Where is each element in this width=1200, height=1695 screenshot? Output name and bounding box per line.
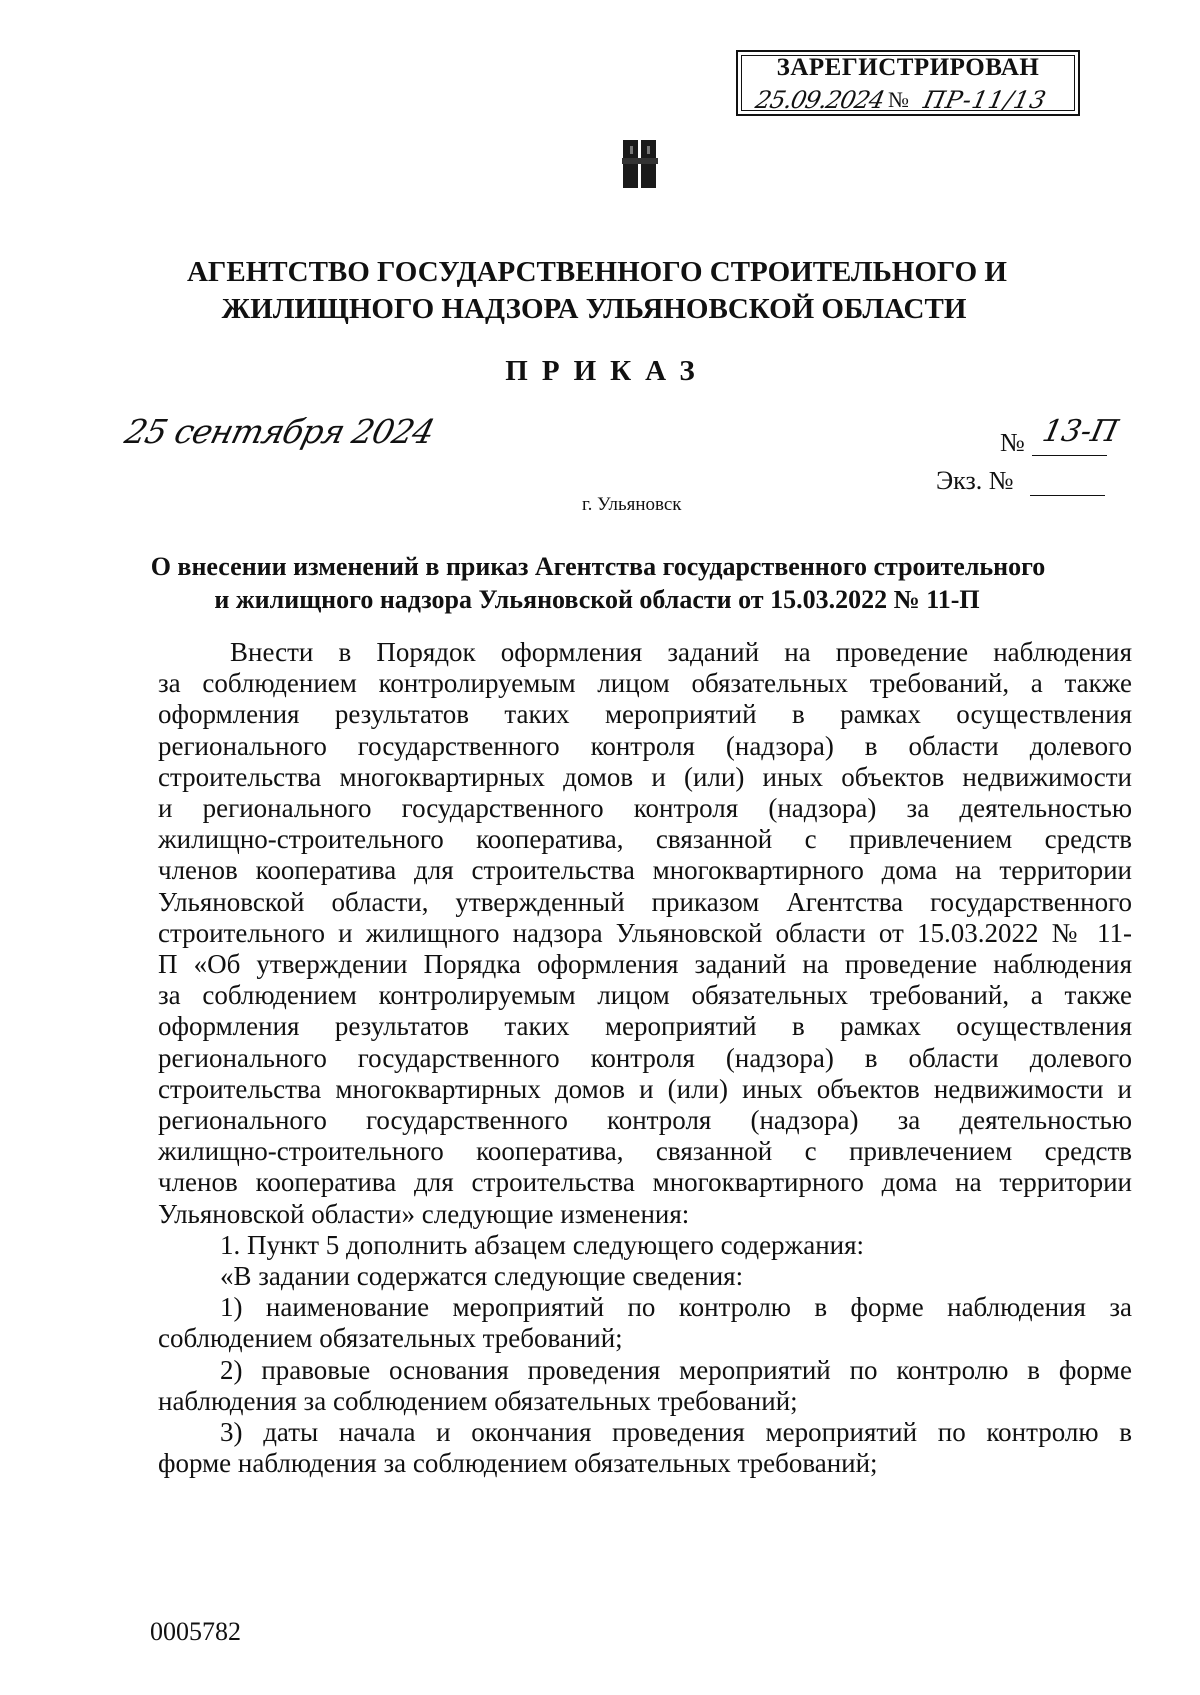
body-line: П «Об утверждении Порядка оформления заданий на проведение наблюдения (158, 949, 1132, 980)
document-serial-number: 0005782 (150, 1617, 241, 1646)
body-line: оформления результатов таких мероприятий в рамках осуществления (158, 1011, 1132, 1042)
stamp-registration-line (748, 86, 1068, 114)
copy-number-underline (1030, 495, 1105, 496)
body-line: Внести в Порядок оформления заданий на проведение наблюдения (230, 637, 1132, 667)
stamp-no-label: № (888, 87, 909, 112)
copy-number-label: Экз. № (936, 466, 1014, 495)
body-line: членов кооператива для строительства многоквартирного дома на территории (158, 1167, 1132, 1198)
body-line: регионального государственного контроля (надзора) в области долевого (158, 730, 1132, 761)
coat-of-arms-icon (620, 138, 660, 192)
city-label: г. Ульяновск (582, 494, 682, 515)
stamp-number: ПР-11/13 (921, 86, 1050, 114)
body-line: регионального государственного контроля (надзора) в области долевого (158, 1042, 1132, 1073)
agency-name-line-1: АГЕНТСТВО ГОСУДАРСТВЕННОГО СТРОИТЕЛЬНОГО И (186, 256, 1007, 288)
body-line: строительства многоквартирных домов и (или) иных объектов недвижимости и (158, 1073, 1132, 1104)
document-body (158, 637, 1132, 1479)
body-line: 1. Пункт 5 дополнить абзацем следующего содержания: (220, 1229, 865, 1260)
body-line: наблюдения за соблюдением обязательных требований; (158, 1385, 798, 1416)
body-line: за соблюдением контролируемым лицом обязательных требований, а также (158, 980, 1132, 1011)
order-number-handwritten: 13-П (1039, 414, 1122, 449)
body-line: 3) даты начала и окончания проведения мероприятий по контролю в (220, 1417, 1132, 1448)
body-line: Ульяновской области» следующие изменения: (158, 1198, 690, 1229)
body-line: 1) наименование мероприятий по контролю в форме наблюдения за (220, 1292, 1132, 1323)
stamp-date: 25.09.2024 (753, 86, 887, 114)
order-number-label: № (1000, 428, 1025, 457)
body-line: и регионального государственного контроля (надзора) за деятельностью (158, 793, 1132, 824)
body-line: за соблюдением контролируемым лицом обязательных требований, а также (158, 668, 1132, 699)
body-line: строительного и жилищного надзора Ульяновской области от 15.03.2022 № 11- (158, 917, 1132, 948)
body-line: строительства многоквартирных домов и (или) иных объектов недвижимости (158, 761, 1132, 792)
document-type-title: ПРИКАЗ (505, 355, 709, 387)
body-line: оформления результатов таких мероприятий в рамках осуществления (158, 699, 1132, 730)
subject-line-1: О внесении изменений в приказ Агентства государственного строительного (150, 552, 1046, 581)
body-line: 2) правовые основания проведения мероприятий по контролю в форме (220, 1354, 1132, 1385)
agency-name-line-2: ЖИЛИЩНОГО НАДЗОРА УЛЬЯНОВСКОЙ ОБЛАСТИ (221, 293, 967, 325)
body-line: жилищно-строительного кооператива, связанной с привлечением средств (158, 824, 1132, 855)
body-line: «В задании содержатся следующие сведения: (220, 1261, 744, 1292)
body-line: форме наблюдения за соблюдением обязательных требований; (158, 1448, 878, 1479)
body-line: Ульяновской области, утвержденный приказом Агентства государственного (158, 886, 1132, 917)
registration-stamp (736, 50, 1080, 116)
body-line: соблюдением обязательных требований; (158, 1323, 623, 1354)
body-line: членов кооператива для строительства многоквартирного дома на территории (158, 855, 1132, 886)
stamp-title: ЗАРЕГИСТРИРОВАН (776, 54, 1040, 81)
body-line: жилищно-строительного кооператива, связанной с привлечением средств (158, 1136, 1132, 1167)
subject-line-2: и жилищного надзора Ульяновской области от 15.03.2022 № 11-П (214, 585, 980, 614)
body-line: регионального государственного контроля (надзора) за деятельностью (158, 1105, 1132, 1136)
order-number-underline (1032, 455, 1107, 456)
handwritten-date: 25 сентября 2024 (121, 412, 438, 451)
